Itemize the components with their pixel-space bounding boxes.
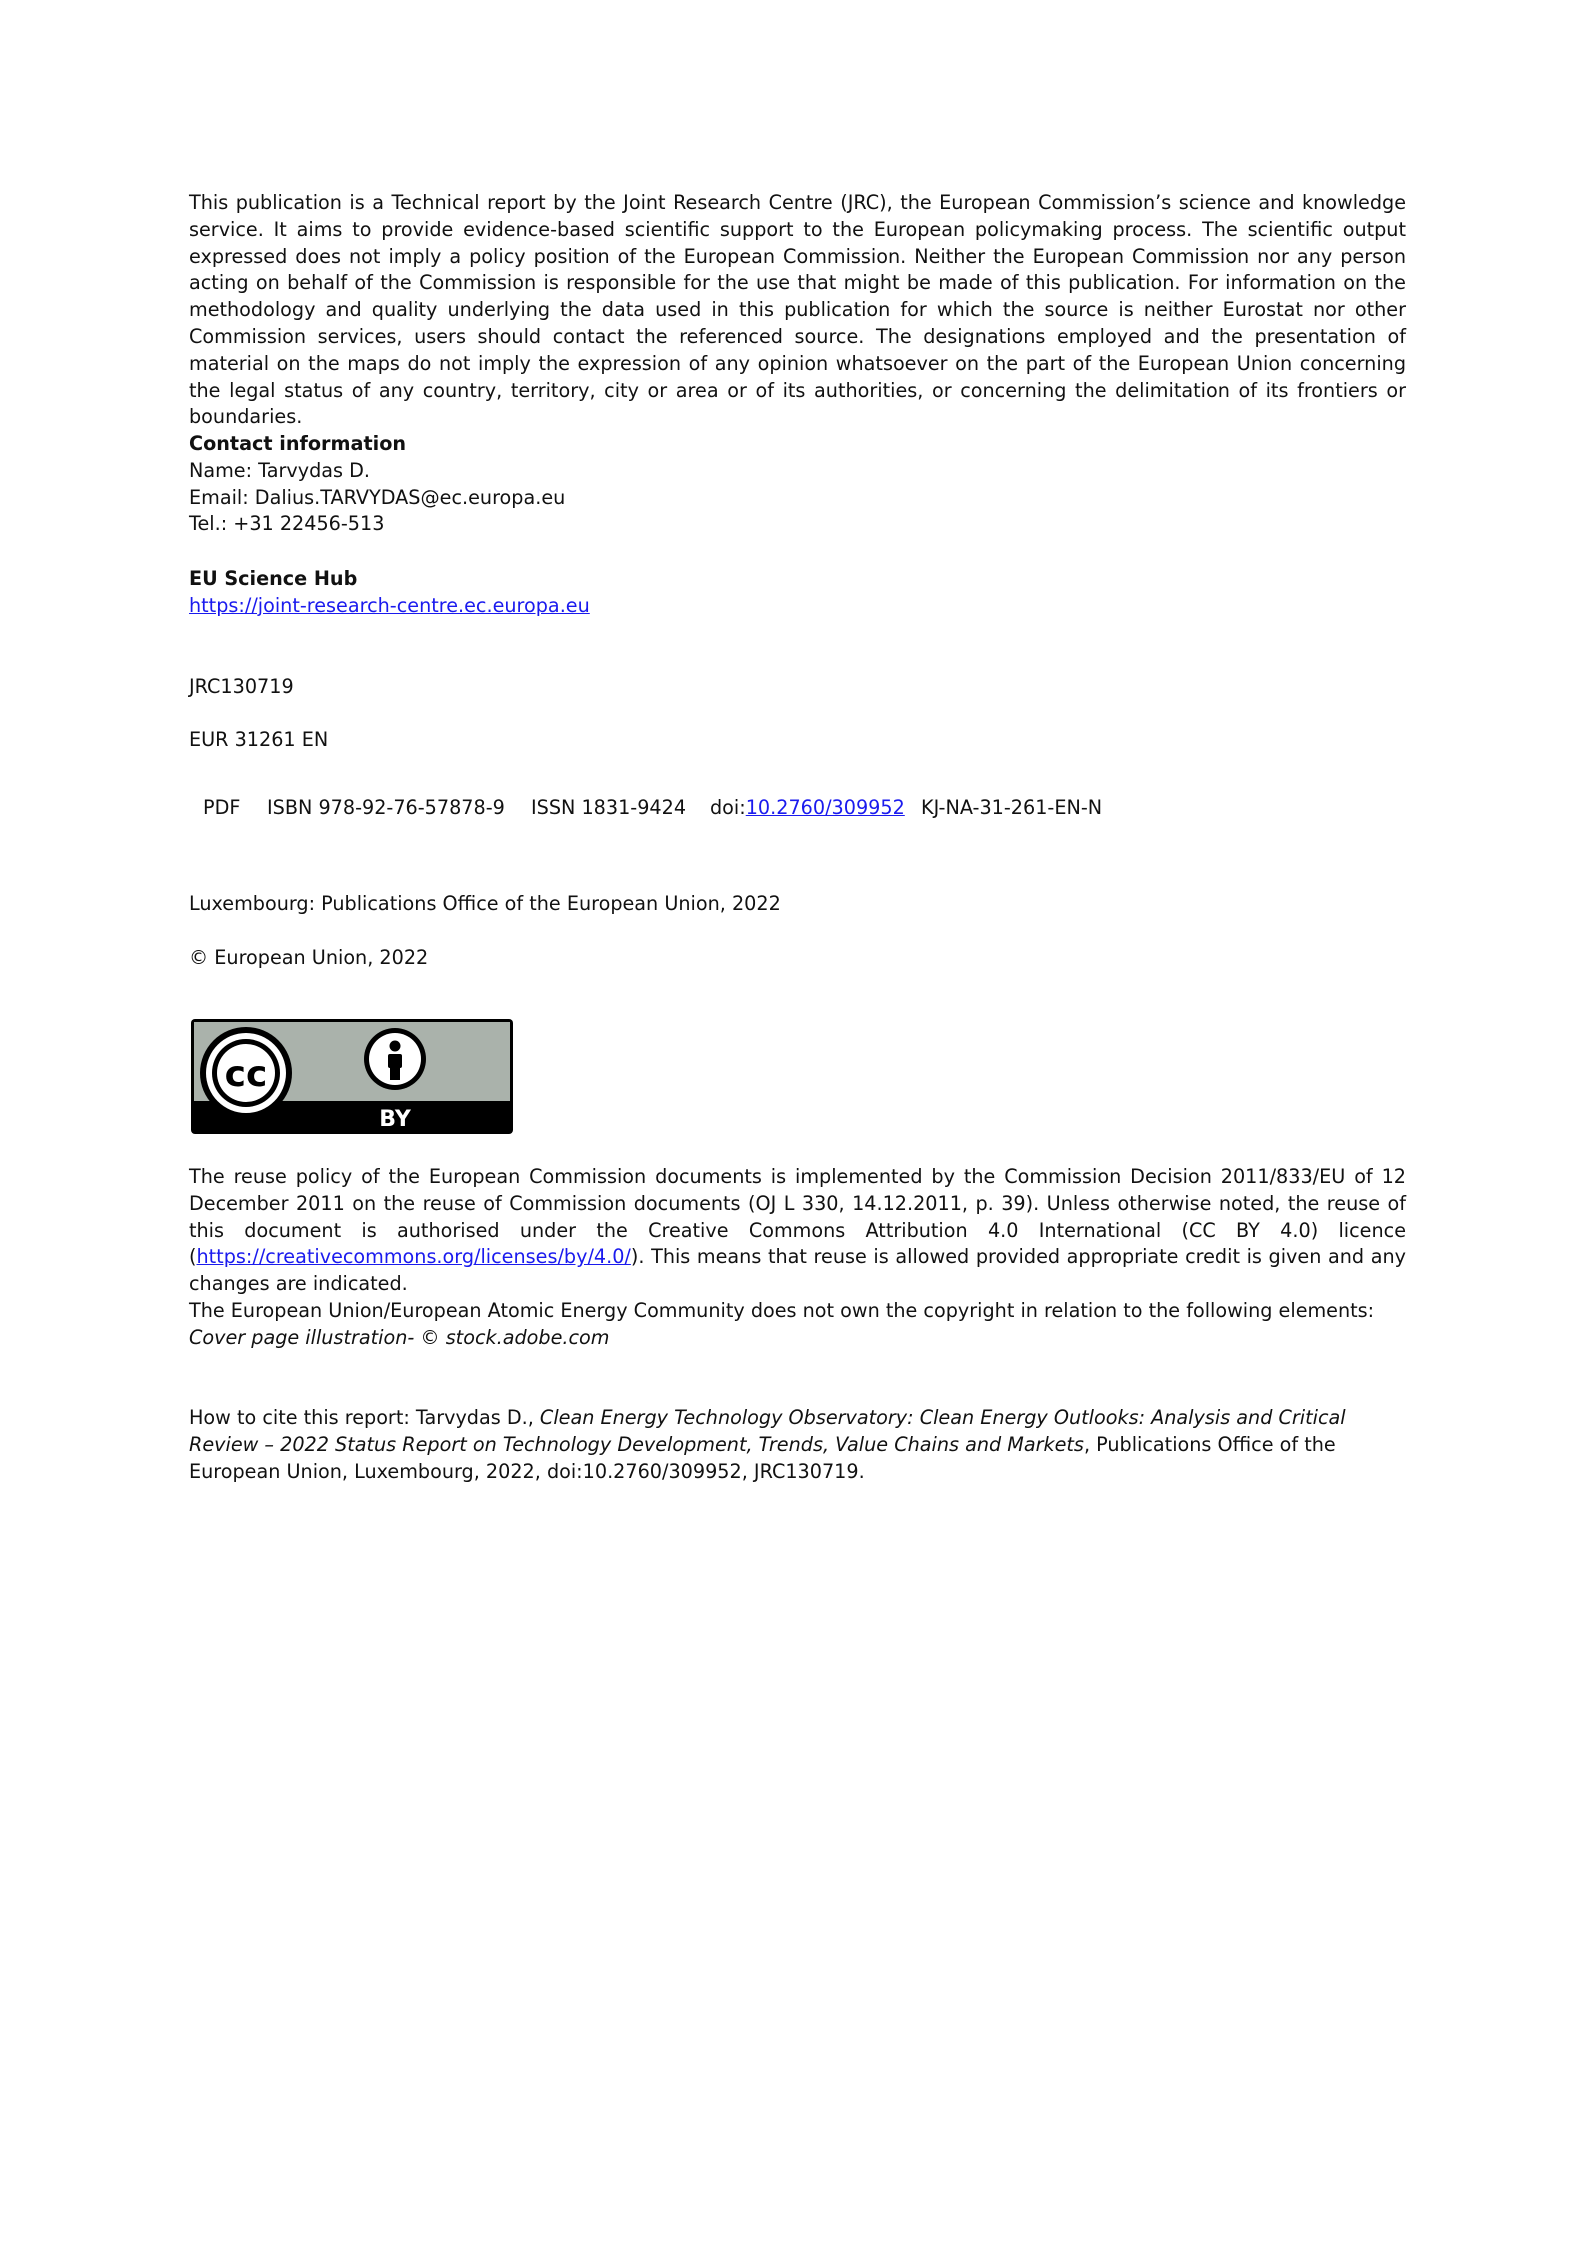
cc-by-license-badge	[190, 1018, 514, 1135]
citation-suffix: , Publications Office of the European Union, Luxembourg, 2022, doi:10.2760/309952, JRC130719.	[189, 1432, 1336, 1483]
publisher-line: Luxembourg: Publications Office of the European Union, 2022	[189, 892, 781, 915]
eur-number: EUR 31261 EN	[189, 728, 329, 751]
cc-logo-text: cc	[224, 1054, 268, 1095]
cc-logo-icon	[200, 1027, 292, 1119]
reuse-text-after: ). This means that reuse is allowed provided appropriate credit is given and any changes are indicated.	[189, 1245, 1406, 1296]
pub-isbn: ISBN 978-92-76-57878-9	[267, 796, 505, 819]
reuse-policy-paragraph	[189, 1164, 1406, 1298]
reuse-text-before: The reuse policy of the European Commission documents is implemented by the Commission Decision 2011/833/EU of 12 December 2011 on the reuse of Commission documents (OJ L 330, 14.12.2011, p. 39). Unless otherwise noted, the reuse of this document is authorised under the Creative Commons Attribution 4.0 International (CC BY 4.0) licence (	[189, 1165, 1406, 1269]
contact-tel: Tel.: +31 22456-513	[189, 512, 385, 536]
contact-name: Name: Tarvydas D.	[189, 458, 370, 482]
by-label: BY	[379, 1107, 411, 1132]
ownership-block	[189, 1298, 1406, 1352]
pub-catalogue: KJ-NA-31-261-EN-N	[921, 796, 1103, 819]
contact-heading: Contact information	[189, 432, 407, 455]
cover-illustration-credit: Cover page illustration- © stock.adobe.com	[189, 1325, 610, 1349]
disclaimer-paragraph: This publication is a Technical report by the Joint Research Centre (JRC), the European Commission’s science and knowledge service. It aims to provide evidence-based scientific support to the European policymaking process. The scientific output expressed does not imply a policy position of the European Commission. Neither the European Commission nor any person acting on behalf of the Commission is responsible for the use that might be made of this publication. For information on the methodology and quality underlying the data used in this publication for which the source is neither Eurostat nor other Commission services, users should contact the referenced source. The designations employed and the presentation of material on the maps do not imply the expression of any opinion whatsoever on the part of the European Union concerning the legal status of any country, territory, city or area or of its authorities, or concerning the delimitation of its frontiers or boundaries.	[189, 191, 1406, 429]
pub-doi	[710, 795, 905, 822]
ownership-statement: The European Union/European Atomic Energy Community does not own the copyright in relation to the following elements:	[189, 1299, 1375, 1322]
attribution-person-icon	[364, 1028, 426, 1090]
science-hub-link[interactable]: https://joint-research-centre.ec.europa.eu	[189, 593, 590, 617]
contact-block	[189, 431, 1406, 538]
cc-license-link[interactable]: https://creativecommons.org/licenses/by/4.0/	[196, 1245, 631, 1269]
pub-doi-prefix: doi:	[710, 796, 746, 819]
science-hub-heading: EU Science Hub	[189, 567, 358, 590]
contact-email: Email: Dalius.TARVYDAS@ec.europa.eu	[189, 485, 566, 509]
citation-paragraph	[189, 1405, 1406, 1485]
science-hub-block	[189, 566, 1406, 620]
citation-title: Clean Energy Technology Observatory: Clean Energy Outlooks: Analysis and Critical Review – 2022 Status Report on Technology Development, Trends, Value Chains and Markets	[189, 1406, 1346, 1456]
pub-doi-link[interactable]: 10.2760/309952	[745, 796, 905, 819]
jrc-number: JRC130719	[189, 675, 294, 698]
copyright-line: © European Union, 2022	[189, 946, 429, 969]
pub-issn: ISSN 1831-9424	[531, 796, 687, 819]
citation-prefix: How to cite this report: Tarvydas D.,	[189, 1406, 540, 1429]
pub-format: PDF	[203, 796, 241, 819]
publication-identifiers	[0, 795, 1586, 823]
